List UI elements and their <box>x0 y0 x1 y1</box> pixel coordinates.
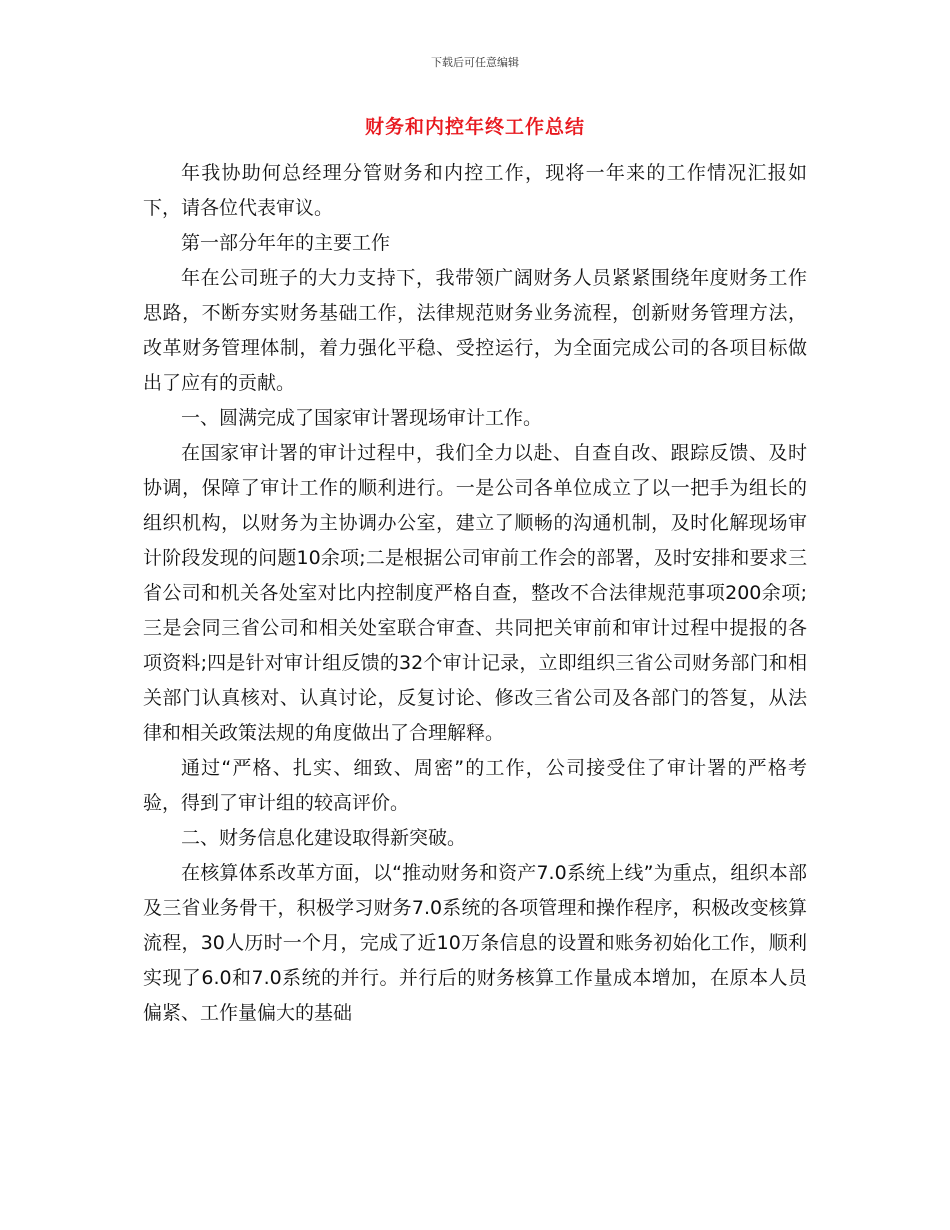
paragraph: 通过“严格、扎实、细致、周密”的工作，公司接受住了审计署的严格考验，得到了审计组的较高评价。 <box>143 757 807 814</box>
document-title: 财务和内控年终工作总结 <box>364 116 585 138</box>
document-body <box>143 156 807 1031</box>
section-heading: 二、财务信息化建设取得新突破。 <box>181 827 467 849</box>
paragraph: 在核算体系改革方面，以“推动财务和资产7.0系统上线”为重点，组织本部及三省业务骨干，积极学习财务7.0系统的各项管理和操作程序，积极改变核算流程，30人历时一个月，完成了近10万条信息的设置和账务初始化工作，顺利实现了6.0和7.0系统的并行。并行后的财务核算工作量成本增加，在原本人员偏紧、工作量偏大的基础 <box>143 862 807 1024</box>
paragraph: 在国家审计署的审计过程中，我们全力以赴、自查自改、跟踪反馈、及时协调，保障了审计工作的顺利进行。一是公司各单位成立了以一把手为组长的组织机构，以财务为主协调办公室，建立了顺畅的沟通机制，及时化解现场审计阶段发现的问题10余项;二是根据公司审前工作会的部署，及时安排和要求三省公司和机关各处室对比内控制度严格自查，整改不合法律规范事项200余项;三是会同三省公司和相关处室联合审查、共同把关审前和审计过程中提报的各项资料;四是针对审计组反馈的32个审计记录，立即组织三省公司财务部门和相关部门认真核对、认真讨论，反复讨论、修改三省公司及各部门的答复，从法律和相关政策法规的角度做出了合理解释。 <box>143 442 807 744</box>
paragraph: 年在公司班子的大力支持下，我带领广阔财务人员紧紧围绕年度财务工作思路，不断夯实财务基础工作，法律规范财务业务流程，创新财务管理方法，改革财务管理体制，着力强化平稳、受控运行，为全面完成公司的各项目标做出了应有的贡献。 <box>143 267 807 394</box>
paragraph: 年我协助何总经理分管财务和内控工作，现将一年来的工作情况汇报如下，请各位代表审议。 <box>143 162 807 219</box>
section-heading: 第一部分年年的主要工作 <box>181 232 391 254</box>
header-note: 下载后可任意编辑 <box>431 56 519 69</box>
section-heading: 一、圆满完成了国家审计署现场审计工作。 <box>181 407 543 429</box>
